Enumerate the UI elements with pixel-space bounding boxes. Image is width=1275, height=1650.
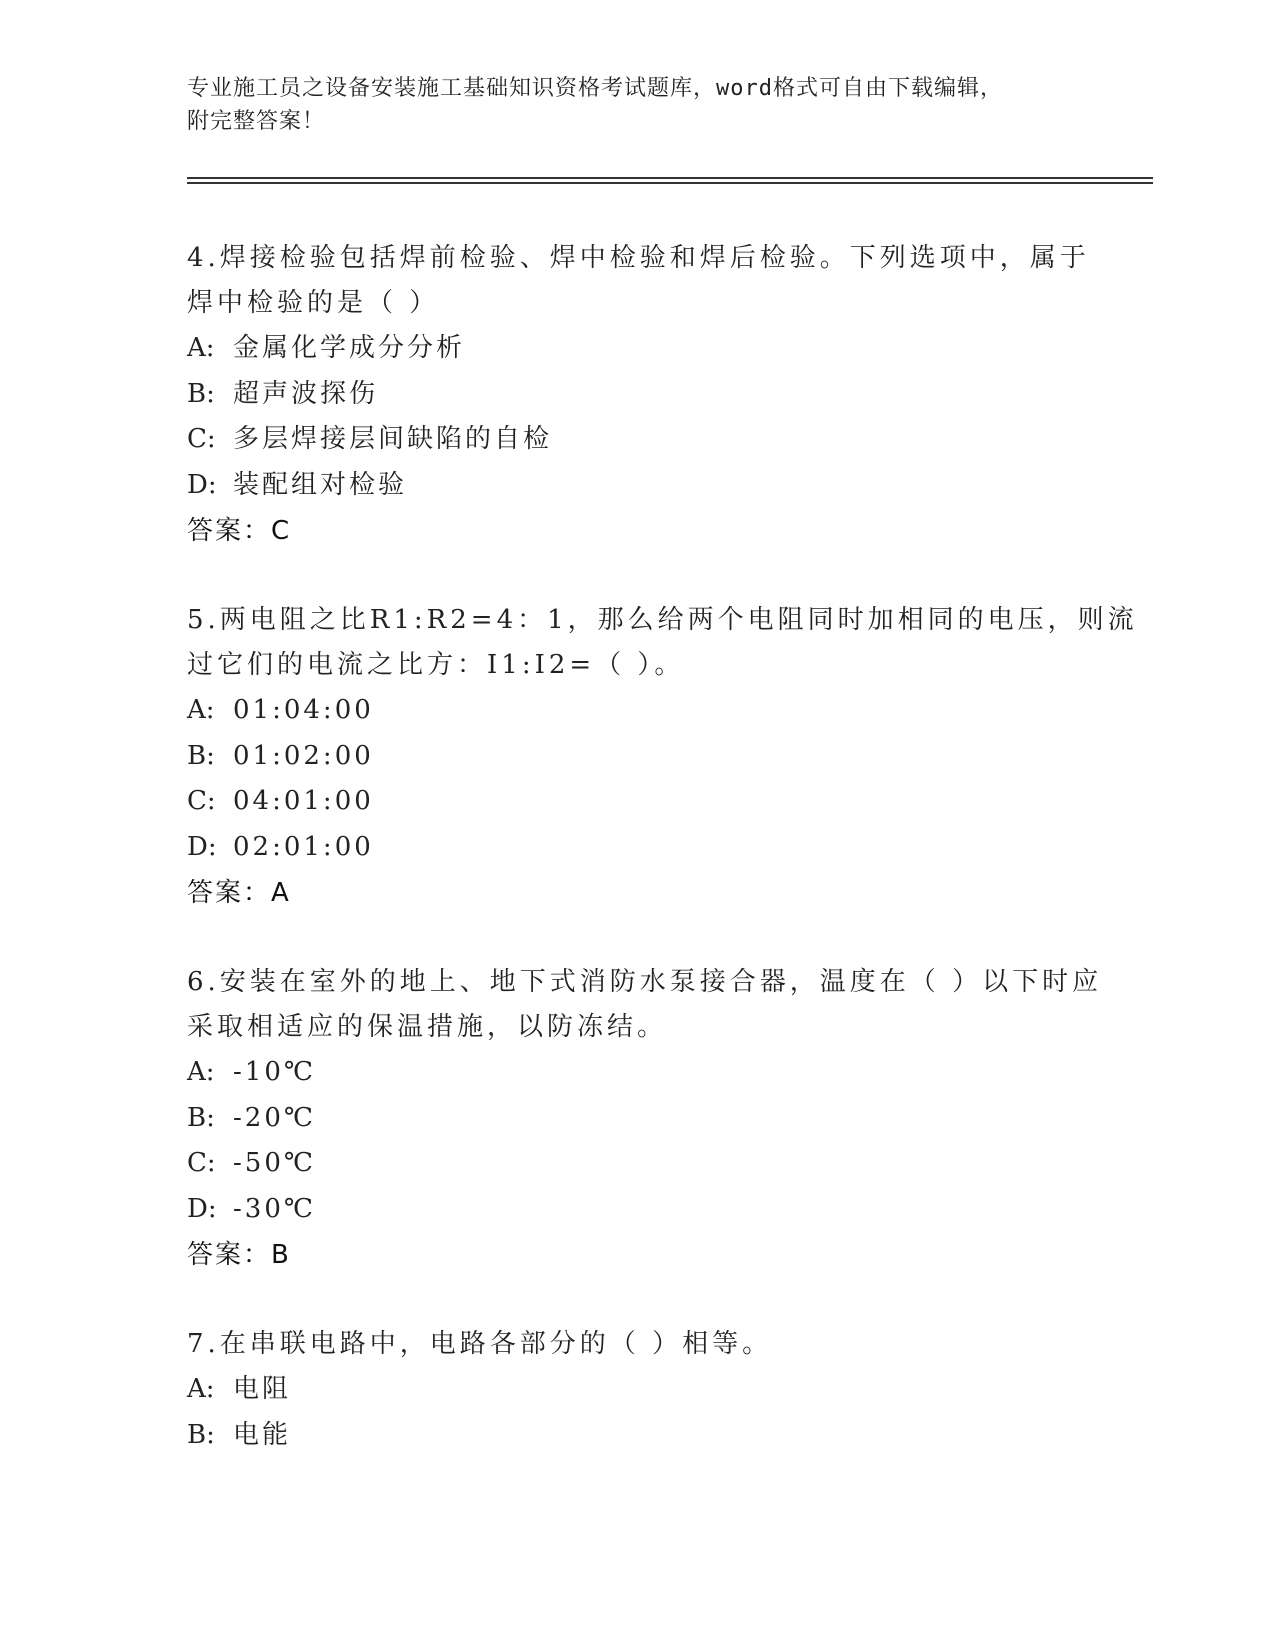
question-stem <box>187 598 1138 688</box>
option-letter: A: <box>187 1374 215 1404</box>
question-6 <box>187 960 1103 1278</box>
option-letter: C: <box>187 424 216 454</box>
option-c <box>187 779 1087 825</box>
option-text: 装配组对检验 <box>233 469 408 500</box>
option-text: 电能 <box>233 1419 292 1450</box>
option-a <box>187 688 1087 734</box>
question-5 <box>187 598 1138 916</box>
question-stem-line: 焊中检验的是（ ） <box>187 288 440 318</box>
option-text: -20℃ <box>233 1102 316 1133</box>
option-text: 超声波探伤 <box>233 378 379 409</box>
option-b <box>187 372 1087 418</box>
option-letter: B: <box>187 740 215 771</box>
option-text: 02:01:00 <box>233 831 374 862</box>
document-header <box>187 72 1087 138</box>
question-7 <box>187 1322 1087 1458</box>
answer-line: 答案：C <box>187 516 292 546</box>
option-text: 多层焊接层间缺陷的自检 <box>233 424 553 454</box>
option-letter: D: <box>187 831 217 862</box>
question-stem <box>187 236 1090 326</box>
answer-line: 答案：A <box>187 878 291 908</box>
question-spacer <box>187 916 1087 960</box>
question-stem-line: 采取相适应的保温措施，以防冻结。 <box>187 1012 668 1042</box>
option-text: 01:02:00 <box>233 740 374 771</box>
option-a <box>187 1050 1087 1096</box>
header-divider-bottom <box>187 182 1153 184</box>
header-line-2: 附完整答案！ <box>187 109 326 134</box>
option-c <box>187 1141 1087 1187</box>
option-letter: C: <box>187 786 216 816</box>
option-text: 01:04:00 <box>233 695 374 725</box>
question-spacer <box>187 554 1087 598</box>
question-list <box>187 236 1138 1458</box>
question-stem-line: 7.在串联电路中，电路各部分的（ ）相等。 <box>187 1329 773 1359</box>
option-text: -10℃ <box>233 1057 316 1087</box>
question-stem-line: 4.焊接检验包括焊前检验、焊中检验和焊后检验。下列选项中，属于 <box>187 243 1090 273</box>
option-d <box>187 825 1087 871</box>
option-letter: D: <box>187 469 217 500</box>
option-text: 04:01:00 <box>233 786 374 816</box>
question-stem <box>187 960 1103 1050</box>
option-letter: C: <box>187 1148 216 1178</box>
header-divider-top <box>187 177 1153 179</box>
option-letter: B: <box>187 1419 215 1450</box>
option-d <box>187 1187 1087 1233</box>
question-stem-line: 过它们的电流之比方：I1:I2=（ ）。 <box>187 650 685 680</box>
option-text: -50℃ <box>233 1148 316 1178</box>
option-d <box>187 463 1087 509</box>
question-stem-line: 6.安装在室外的地上、地下式消防水泵接合器，温度在（ ）以下时应 <box>187 967 1103 997</box>
question-stem <box>187 1322 1087 1367</box>
option-letter: B: <box>187 378 215 409</box>
question-spacer <box>187 1278 1087 1322</box>
option-b <box>187 1413 1087 1459</box>
option-letter: B: <box>187 1102 215 1133</box>
option-c <box>187 417 1087 463</box>
option-b <box>187 1096 1087 1142</box>
option-a <box>187 1367 1087 1413</box>
question-4 <box>187 236 1090 554</box>
option-b <box>187 734 1087 780</box>
option-letter: A: <box>187 695 215 725</box>
option-text: 金属化学成分分析 <box>233 333 466 363</box>
header-line-1: 专业施工员之设备安装施工基础知识资格考试题库，word格式可自由下载编辑， <box>187 76 1003 101</box>
option-text: 电阻 <box>233 1374 292 1404</box>
option-letter: A: <box>187 333 215 363</box>
option-text: -30℃ <box>233 1193 316 1224</box>
question-stem-line: 5.两电阻之比R1:R2=4：1，那么给两个电阻同时加相同的电压，则流 <box>187 605 1138 635</box>
option-a <box>187 326 1087 372</box>
answer-line: 答案：B <box>187 1240 291 1270</box>
option-letter: A: <box>187 1057 215 1087</box>
option-letter: D: <box>187 1193 217 1224</box>
